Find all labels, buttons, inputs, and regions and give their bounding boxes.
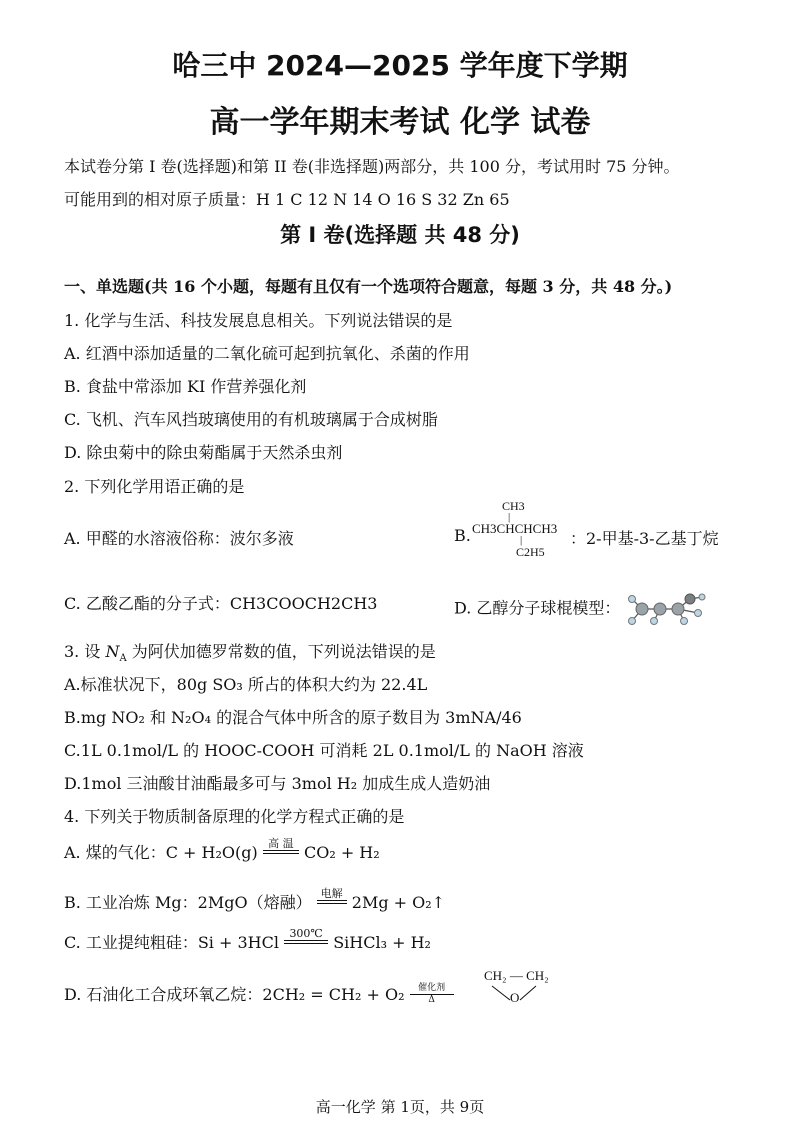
q4-option-c: C. 工业提纯粗硅：Si + 3HCl 300℃ SiHCl₃ + H₂: [64, 926, 431, 952]
q1-option-a: A. 红酒中添加适量的二氧化硫可起到抗氧化、杀菌的作用: [64, 344, 470, 363]
q2-b-bond-bottom: |: [520, 534, 523, 546]
q3-option-d: D.1mol 三油酸甘油酯最多可与 3mol H₂ 加成生成人造奶油: [64, 774, 491, 793]
q4-d-reaction-arrow: 催化剂 Δ: [410, 982, 454, 1005]
ethylene-oxide-oxygen: O: [510, 990, 520, 1005]
section-instruction: 一、单选题(共 16 个小题，每题有且仅有一个选项符合题意，每题 3 分，共 48 分。): [64, 277, 673, 296]
q2-b-main-chain: CH3CHCHCH3: [472, 521, 558, 536]
q1-option-c: C. 飞机、汽车风挡玻璃使用的有机玻璃属于合成树脂: [64, 410, 438, 429]
intro-line1: 本试卷分第 I 卷(选择题)和第 II 卷(非选择题)两部分，共 100 分，考试用时 75 分钟。: [64, 157, 680, 176]
q3-option-c: C.1L 0.1mol/L 的 HOOC-COOH 可消耗 2L 0.1mol/L 的 NaOH 溶液: [64, 741, 584, 760]
q2-option-a: A. 甲醛的水溶液俗称：波尔多液: [64, 529, 294, 548]
q2-option-b-prefix: B.: [454, 526, 471, 545]
q2-stem: 2. 下列化学用语正确的是: [64, 477, 245, 496]
exam-title-line1: 哈三中 2024—2025 学年度下学期: [172, 49, 628, 82]
q1-option-b: B. 食盐中常添加 KI 作营养强化剂: [64, 377, 307, 396]
q2-option-b-name: ：2-甲基-3-乙基丁烷: [570, 529, 719, 548]
q2-option-d: D. 乙醇分子球棍模型：: [454, 591, 706, 627]
q1-stem: 1. 化学与生活、科技发展息息相关。下列说法错误的是: [64, 311, 453, 330]
ethylene-oxide-ring-top: CH₂ — CH₂: [484, 968, 549, 983]
q2-c-formula: CH3COOCH2CH3: [229, 594, 378, 613]
q4-c-reaction-arrow: 300℃: [284, 928, 328, 944]
q4-a-reaction-arrow: 高 温: [263, 838, 299, 854]
q3-option-b: B.mg NO₂ 和 N₂O₄ 的混合气体中所含的原子数目为 3mNA/46: [64, 708, 522, 727]
exam-title-line2: 高一学年期末考试 化学 试卷: [209, 105, 591, 140]
q2-b-bond-top: |: [508, 511, 511, 523]
page-footer: 高一化学 第 1页，共 9页: [315, 1098, 485, 1116]
intro-atomic-masses: 可能用到的相对原子质量：H 1 C 12 N 14 O 16 S 32 Zn 65: [64, 190, 510, 209]
q4-option-a: A. 煤的气化：C + H₂O(g) 高 温 CO₂ + H₂: [64, 836, 380, 862]
q4-b-reaction-arrow: 电解: [317, 888, 347, 904]
q2-b-bottom-group: C2H5: [516, 545, 545, 559]
q4-stem: 4. 下列关于物质制备原理的化学方程式正确的是: [64, 807, 405, 826]
q2-option-c: C. 乙酸乙酯的分子式：CH3COOCH2CH3: [64, 594, 378, 613]
ethanol-ball-stick-model-icon: [626, 591, 706, 627]
q4-option-d: D. 石油化工合成环氧乙烷：2CH₂ = CH₂ + O₂ 催化剂 Δ: [64, 982, 454, 1007]
q4-option-b: B. 工业冶炼 Mg：2MgO（熔融） 电解 2Mg + O₂↑: [64, 886, 446, 912]
q3-stem: 3. 设 $N_A$ 为阿伏加德罗常数的值，下列说法错误的是: [64, 642, 436, 665]
section-title: 第 I 卷(选择题 共 48 分): [280, 223, 520, 247]
q2-b-top-group: CH3: [502, 499, 525, 513]
q1-option-d: D. 除虫菊中的除虫菊酯属于天然杀虫剂: [64, 443, 343, 462]
q3-option-a: A.标准状况下，80g SO₃ 所占的体积大约为 22.4L: [64, 675, 428, 694]
